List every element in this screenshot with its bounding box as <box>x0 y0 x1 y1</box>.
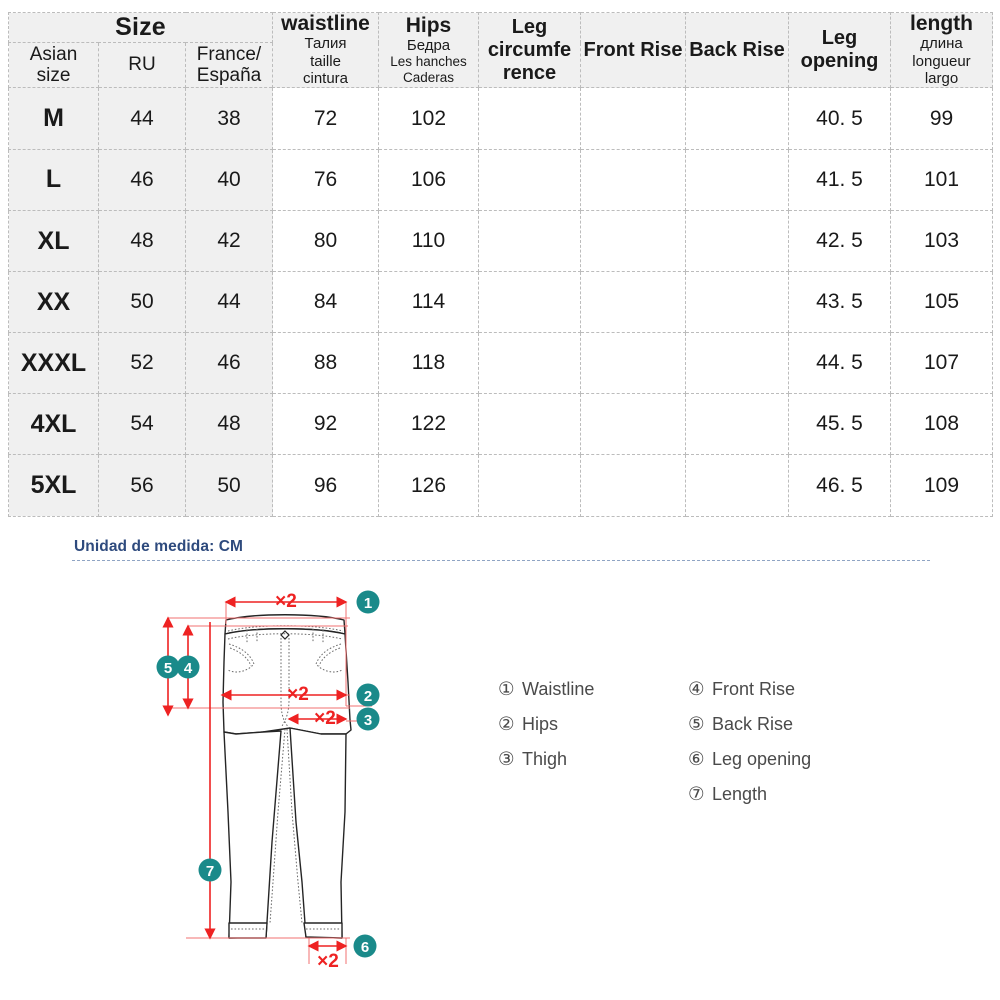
legend-label: Hips <box>522 714 559 734</box>
cell-size-label: XXXL <box>9 333 99 394</box>
header-row-top <box>9 13 993 43</box>
cell-front-rise <box>581 455 686 516</box>
header-length-fr: longueur <box>912 52 971 70</box>
callout-5-label: 5 <box>163 660 173 677</box>
cell-length: 109 <box>891 455 993 516</box>
table-row <box>9 149 993 210</box>
cell-ru: 46 <box>99 149 186 210</box>
cell-ru: 50 <box>99 271 186 332</box>
header-waistline-ru: Талия <box>304 35 347 53</box>
cell-hips: 114 <box>379 271 479 332</box>
header-france-espana: France/ España <box>186 43 273 88</box>
cell-france-espana: 38 <box>186 88 273 149</box>
cell-leg-circumference <box>479 394 581 455</box>
cell-france-espana: 40 <box>186 149 273 210</box>
cell-back-rise <box>686 394 789 455</box>
cell-leg-circumference <box>479 333 581 394</box>
header-front-rise: Front Rise <box>581 13 686 88</box>
cell-front-rise <box>581 210 686 271</box>
header-waistline <box>273 13 379 88</box>
cell-waistline: 88 <box>273 333 379 394</box>
cell-leg-opening: 44. 5 <box>789 333 891 394</box>
measure-waistline-arrow <box>226 591 346 612</box>
legend-marker-icon: ① <box>498 678 515 699</box>
cell-hips: 102 <box>379 88 479 149</box>
table-row <box>9 394 993 455</box>
legend-marker-icon: ④ <box>688 678 705 699</box>
cell-leg-opening: 40. 5 <box>789 88 891 149</box>
cell-hips: 122 <box>379 394 479 455</box>
table-row <box>9 271 993 332</box>
callout-badge-6 <box>354 935 377 958</box>
header-length <box>891 13 993 88</box>
legend-item-back-rise <box>688 713 811 748</box>
callout-6-label: 6 <box>360 939 370 956</box>
cell-france-espana: 48 <box>186 394 273 455</box>
legend-item-hips <box>498 713 594 748</box>
callout-2-label: 2 <box>363 688 373 705</box>
size-table-body <box>9 88 993 516</box>
cell-leg-opening: 41. 5 <box>789 149 891 210</box>
cell-waistline: 84 <box>273 271 379 332</box>
header-waistline-en: waistline <box>281 12 370 35</box>
cell-front-rise <box>581 271 686 332</box>
legend-label: Back Rise <box>712 714 794 734</box>
table-row <box>9 88 993 149</box>
header-hips-ru: Бедра <box>406 36 451 54</box>
legend-item-thigh <box>498 748 594 783</box>
callout-1-label: 1 <box>363 595 373 612</box>
header-ru: RU <box>99 43 186 88</box>
cell-front-rise <box>581 333 686 394</box>
header-length-es: largo <box>924 70 959 88</box>
hips-multiplier-label: ×2 <box>287 684 309 705</box>
cell-back-rise <box>686 149 789 210</box>
callout-3-label: 3 <box>363 712 373 729</box>
cell-ru: 54 <box>99 394 186 455</box>
header-length-en: length <box>910 12 973 35</box>
pants-illustration <box>223 615 351 938</box>
unit-of-measure-note: Unidad de medida: CM <box>74 538 244 555</box>
cell-back-rise <box>686 210 789 271</box>
cell-length: 99 <box>891 88 993 149</box>
legend-label: Leg opening <box>712 749 812 769</box>
callout-badge-2 <box>357 684 380 707</box>
cell-size-label: M <box>9 88 99 149</box>
callout-badge-7 <box>199 859 222 882</box>
cell-waistline: 92 <box>273 394 379 455</box>
table-row <box>9 333 993 394</box>
legend-label: Waistline <box>522 679 595 699</box>
legend-marker-icon: ③ <box>498 748 515 769</box>
callout-badge-1 <box>357 591 380 614</box>
cell-back-rise <box>686 88 789 149</box>
cell-leg-opening: 42. 5 <box>789 210 891 271</box>
header-hips <box>379 13 479 88</box>
cell-size-label: XL <box>9 210 99 271</box>
callout-4-label: 4 <box>183 660 193 677</box>
leg-opening-multiplier-label: ×2 <box>317 951 339 972</box>
legend-item-waistline <box>498 678 594 713</box>
header-leg-opening: Leg opening <box>789 13 891 88</box>
legend-column-right <box>688 678 811 818</box>
cell-hips: 106 <box>379 149 479 210</box>
waistline-multiplier-label: ×2 <box>275 591 297 612</box>
cell-ru: 48 <box>99 210 186 271</box>
cell-ru: 52 <box>99 333 186 394</box>
cell-ru: 56 <box>99 455 186 516</box>
callout-badge-5 <box>157 656 180 679</box>
header-hips-fr: Les hanches <box>390 54 467 70</box>
cell-leg-circumference <box>479 88 581 149</box>
size-table-container <box>8 12 992 515</box>
header-leg-circumference: Leg circumfe rence <box>479 13 581 88</box>
callout-badge-3 <box>357 708 380 731</box>
header-hips-es: Caderas <box>402 70 455 86</box>
unit-note-divider <box>72 560 930 561</box>
legend-marker-icon: ② <box>498 713 515 734</box>
cell-leg-opening: 45. 5 <box>789 394 891 455</box>
legend-marker-icon: ⑤ <box>688 713 705 734</box>
cell-waistline: 80 <box>273 210 379 271</box>
cell-leg-circumference <box>479 210 581 271</box>
legend-item-leg-opening <box>688 748 811 783</box>
cell-france-espana: 44 <box>186 271 273 332</box>
table-row <box>9 210 993 271</box>
cell-back-rise <box>686 333 789 394</box>
cell-ru: 44 <box>99 88 186 149</box>
cell-waistline: 72 <box>273 88 379 149</box>
cell-size-label: 4XL <box>9 394 99 455</box>
cell-waistline: 76 <box>273 149 379 210</box>
cell-hips: 118 <box>379 333 479 394</box>
cell-leg-circumference <box>479 271 581 332</box>
cell-leg-opening: 43. 5 <box>789 271 891 332</box>
size-table <box>8 12 993 517</box>
cell-hips: 126 <box>379 455 479 516</box>
callout-badge-4 <box>177 656 200 679</box>
legend-label: Front Rise <box>712 679 796 699</box>
cell-length: 103 <box>891 210 993 271</box>
legend-label: Thigh <box>522 749 568 769</box>
cell-front-rise <box>581 88 686 149</box>
cell-leg-opening: 46. 5 <box>789 455 891 516</box>
cell-front-rise <box>581 394 686 455</box>
header-length-ru: длина <box>920 35 963 53</box>
cell-size-label: XX <box>9 271 99 332</box>
size-table-head <box>9 13 993 88</box>
header-size: Size <box>9 13 273 43</box>
cell-france-espana: 46 <box>186 333 273 394</box>
cell-waistline: 96 <box>273 455 379 516</box>
cell-front-rise <box>581 149 686 210</box>
header-asian-size: Asian size <box>9 43 99 88</box>
cell-length: 108 <box>891 394 993 455</box>
pants-measurement-diagram <box>150 582 420 977</box>
measure-leg-opening-arrow <box>309 946 346 972</box>
cell-hips: 110 <box>379 210 479 271</box>
header-hips-en: Hips <box>405 13 452 37</box>
cell-size-label: L <box>9 149 99 210</box>
cell-length: 101 <box>891 149 993 210</box>
legend-item-front-rise <box>688 678 811 713</box>
table-row <box>9 455 993 516</box>
cell-length: 105 <box>891 271 993 332</box>
cell-back-rise <box>686 455 789 516</box>
legend-item-length <box>688 783 811 818</box>
legend-column-left <box>498 678 594 783</box>
thigh-multiplier-label: ×2 <box>314 708 336 729</box>
cell-back-rise <box>686 271 789 332</box>
header-back-rise: Back Rise <box>686 13 789 88</box>
cell-leg-circumference <box>479 149 581 210</box>
cell-length: 107 <box>891 333 993 394</box>
header-waistline-fr: taille <box>310 52 341 70</box>
callout-7-label: 7 <box>205 863 215 880</box>
legend-marker-icon: ⑥ <box>688 748 705 769</box>
legend-label: Length <box>712 784 768 804</box>
cell-france-espana: 42 <box>186 210 273 271</box>
pants-diagram-svg <box>150 582 420 977</box>
header-waistline-es: cintura <box>302 70 349 88</box>
cell-france-espana: 50 <box>186 455 273 516</box>
cell-leg-circumference <box>479 455 581 516</box>
cell-size-label: 5XL <box>9 455 99 516</box>
legend-marker-icon: ⑦ <box>688 783 705 804</box>
